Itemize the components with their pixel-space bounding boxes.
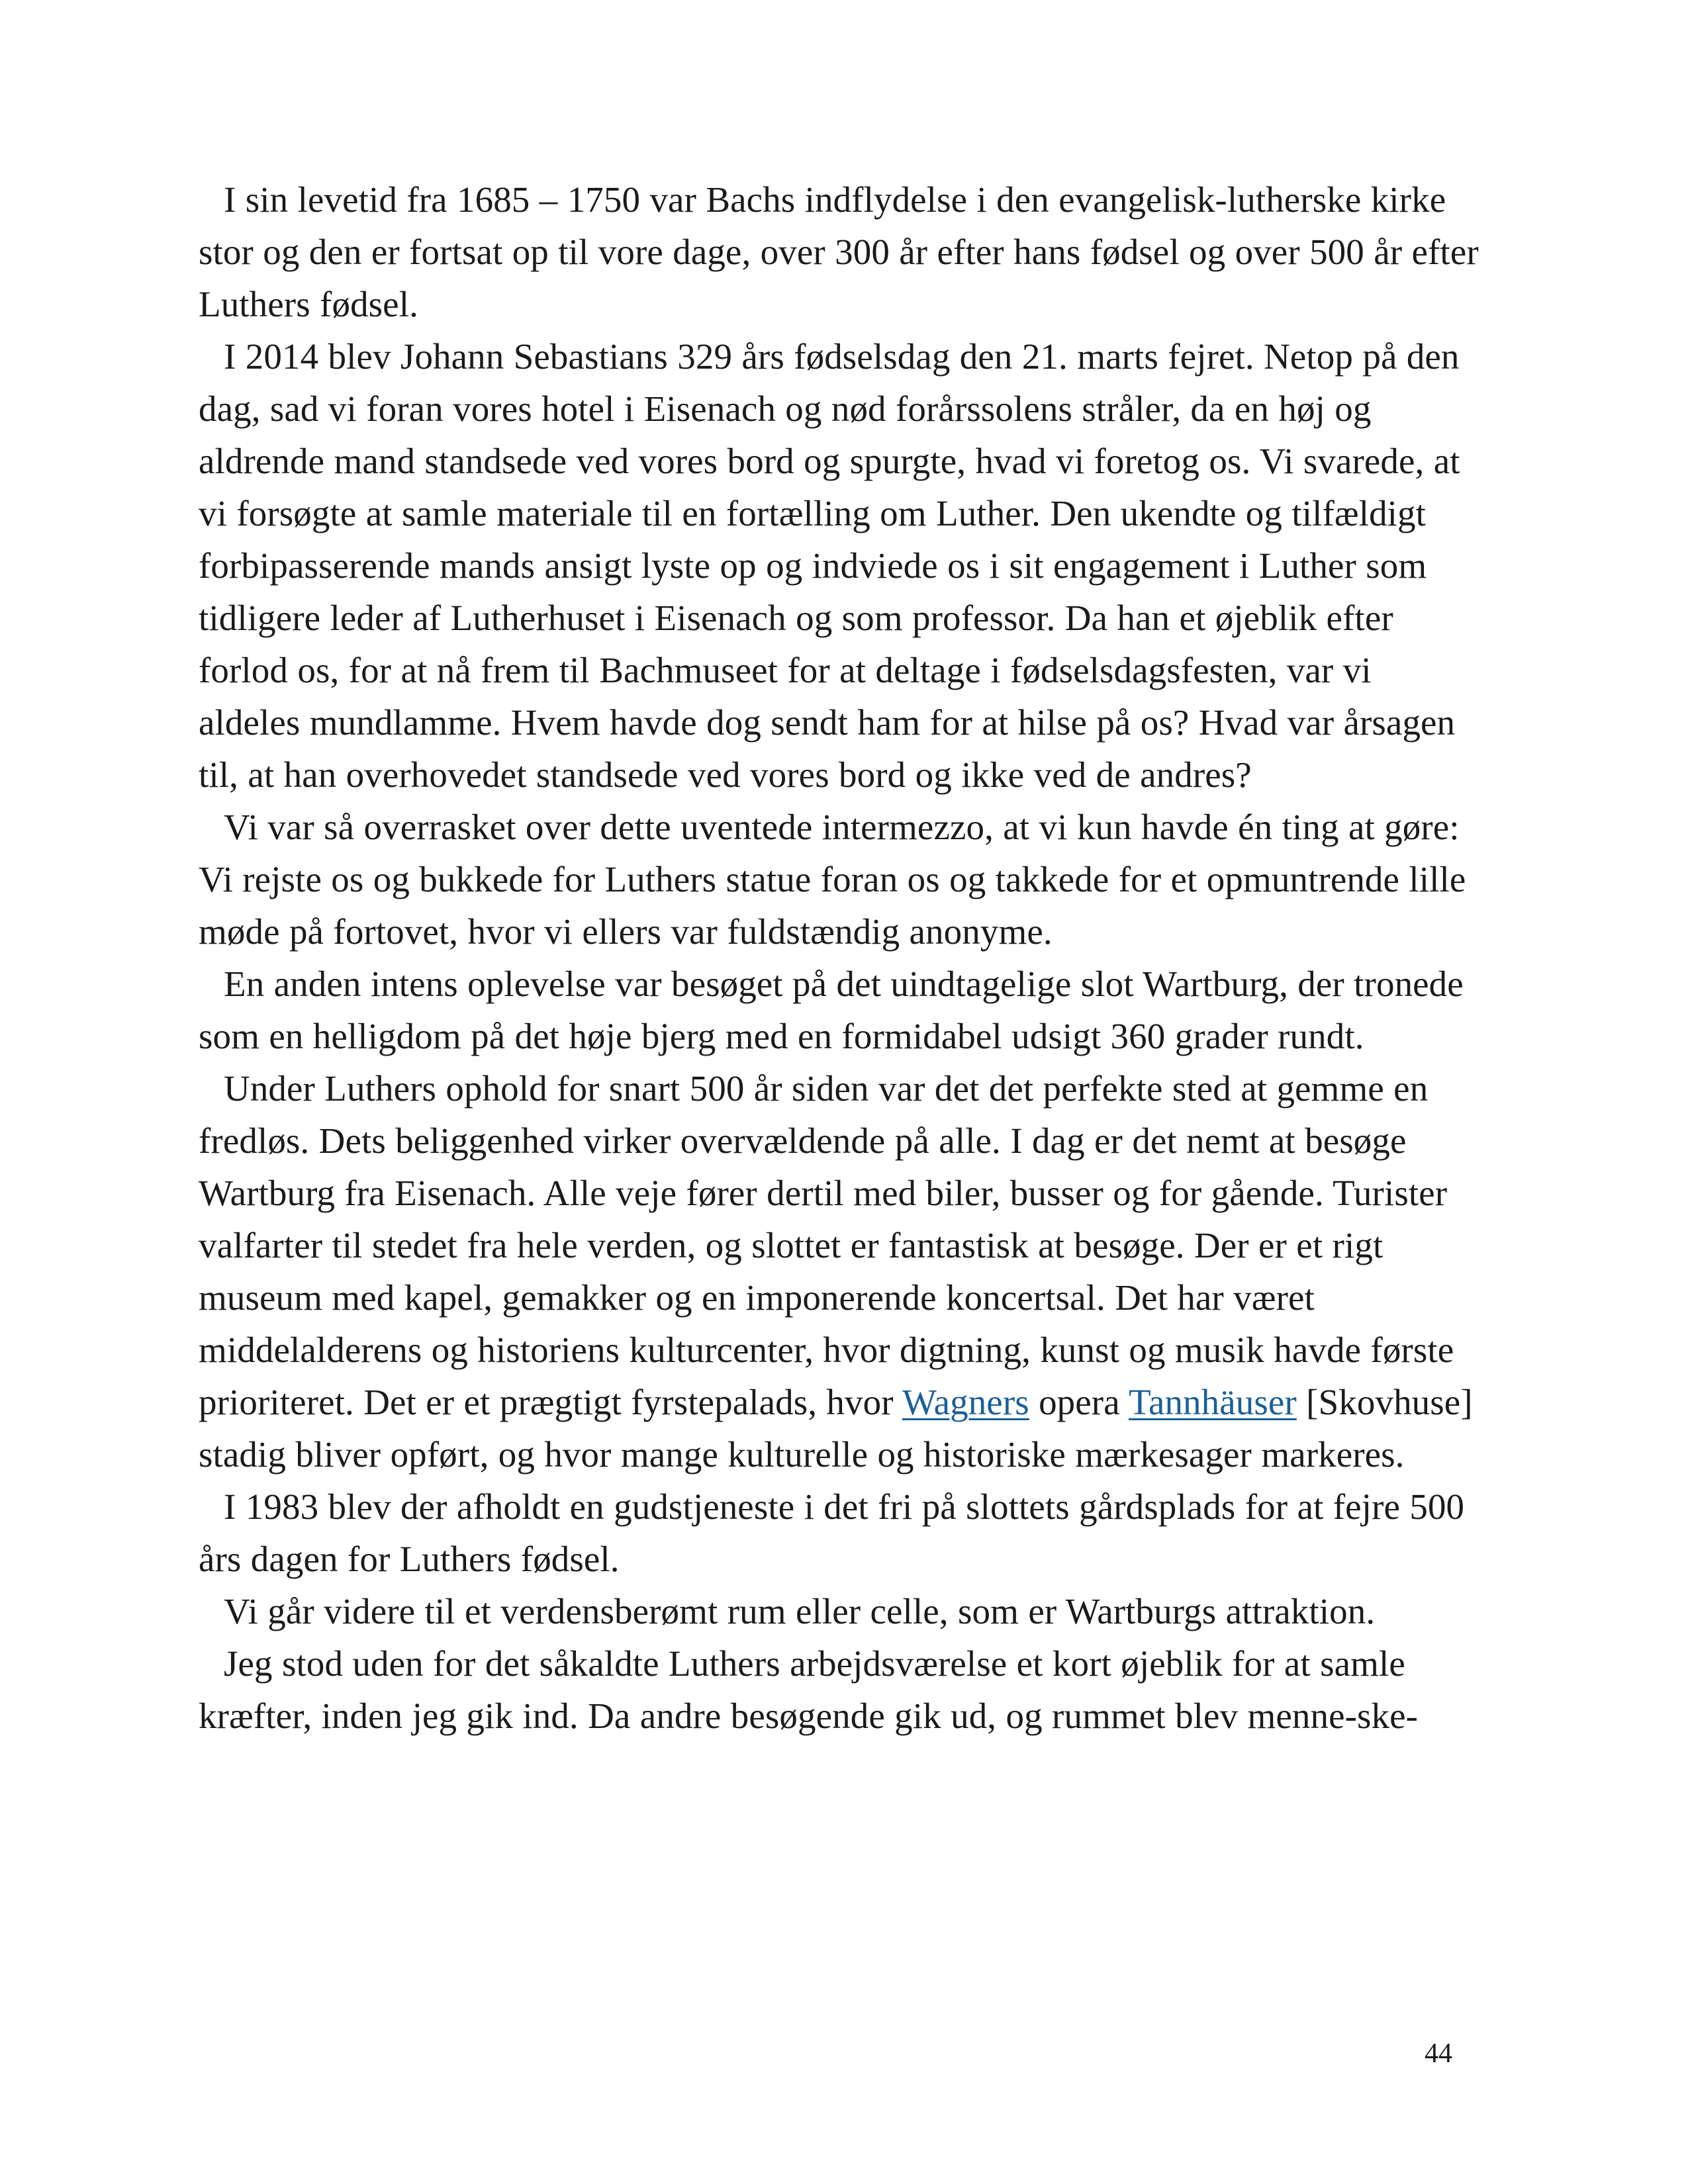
paragraph-8: Jeg stod uden for det såkaldte Luthers arbejdsværelse et kort øjeblik for at samle kræfter, inden jeg gik ind. Da andre besøgende gik ud, og rummet blev menne-ske-: [199, 1643, 1419, 1736]
paragraph-5: [199, 1062, 1479, 1480]
paragraph-2: I 2014 blev Johann Sebastians 329 års fødselsdag den 21. marts fejret. Netop på den dag, sad vi foran vores hotel i Eisenach og nød forårssolens stråler, da en høj og aldrende mand standsede ved vores bord og spurgte, hvad vi foretog os. Vi svarede, at vi forsøgte at samle materiale til en fortælling om Luther. Den ukendte og tilfældigt forbipasserende mands ansigt lyste op og indviede os i sit engagement i Luther som tidligere leder af Lutherhuset i Eisenach og som professor. Da han et øjeblik efter forlod os, for at nå frem til Bachmuseet for at deltage i fødselsdagsfesten, var vi aldeles mundlamme. Hvem havde dog sendt ham for at hilse på os? Hvad var årsagen til, at han overhovedet standsede ved vores bord og ikke ved de andres?: [199, 336, 1460, 795]
paragraph-5-text-before-links: Under Luthers ophold for snart 500 år siden var det det perfekte sted at gemme en fredløs. Dets beliggenhed virker overvældende på alle. I dag er det nemt at besøge Wartburg fra Eisenach. Alle veje fører dertil med biler, busser og for gående. Turister valfarter til stedet fra hele verden, og slottet er fantastisk at besøge. Der er et rigt museum med kapel, gemakker og en imponerende koncertsal. Det har været middelalderens og historiens kulturcenter, hvor digtning, kunst og musik havde første prioriteret. Det er et prægtigt fyrstepalads, hvor: [199, 1068, 1454, 1422]
paragraph-5-text-between-links: opera: [1029, 1382, 1129, 1422]
paragraph-1: I sin levetid fra 1685 – 1750 var Bachs indflydelse i den evangelisk-lutherske kirke stor og den er fortsat op til vore dage, over 300 år efter hans fødsel og over 500 år efter Luthers fødsel.: [199, 179, 1479, 324]
tannhauser-link[interactable]: Tannhäuser: [1129, 1382, 1297, 1422]
paragraph-3: Vi var så overrasket over dette uventede intermezzo, at vi kun havde én ting at gøre: Vi rejste os og bukkede for Luthers statue foran os og takkede for et opmuntrende lille møde på fortovet, hvor vi ellers var fuldstændig anonyme.: [199, 807, 1466, 952]
wagners-link[interactable]: Wagners: [902, 1382, 1029, 1422]
paragraph-7: Vi går videre til et verdensberømt rum eller celle, som er Wartburgs attraktion.: [224, 1591, 1376, 1631]
page-text-block: [199, 173, 1479, 1742]
paragraph-6: I 1983 blev der afholdt en gudstjeneste i det fri på slottets gårdsplads for at fejre 500 års dagen for Luthers fødsel.: [199, 1486, 1465, 1579]
page-number: 44: [1425, 2038, 1452, 2069]
paragraph-4: En anden intens oplevelse var besøget på det uindtagelige slot Wartburg, der tronede som en helligdom på det høje bjerg med en formidabel udsigt 360 grader rundt.: [199, 964, 1464, 1056]
paragraph-5-text-after-links: [Skovhuse] stadig bliver opført, og hvor mange kulturelle og historiske mærkesager markeres.: [199, 1382, 1473, 1475]
